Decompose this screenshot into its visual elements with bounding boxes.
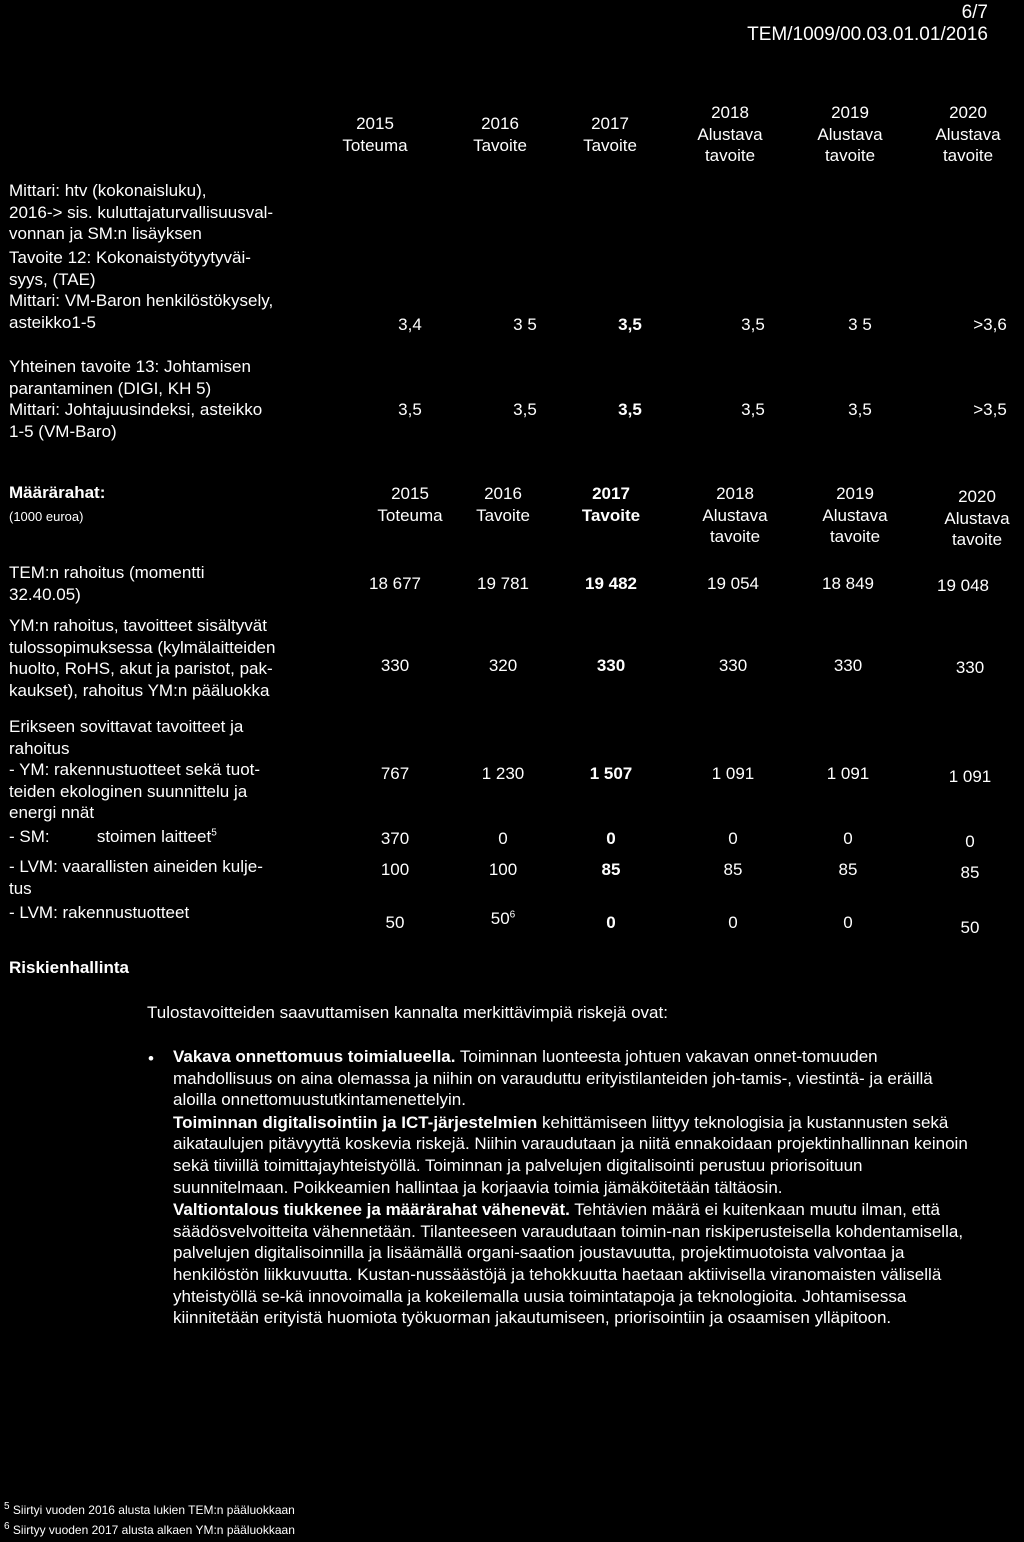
goal12-2019: 3 5 — [848, 315, 872, 334]
goal12-2020: >3,6 — [973, 315, 1007, 334]
sm-2019: 0 — [843, 829, 853, 848]
risk-item-title: Toiminnan digitalisointiin ja ICT-järjestelmien — [173, 1112, 538, 1132]
special-2015: 767 — [380, 764, 410, 783]
risk-item — [173, 1199, 973, 1329]
ym-2017: 330 — [596, 656, 626, 675]
footnote-text: Siirtyy vuoden 2017 alusta alkaen YM:n pääluokkaan — [12, 1523, 295, 1537]
special-2017: 1 507 — [589, 764, 633, 783]
budget-unit: (1000 euroa) — [9, 509, 84, 524]
special-2018: 1 091 — [711, 764, 755, 783]
budget-row-lvm-dangerous-label: - LVM: vaarallisten aineiden kulje- tus — [9, 857, 263, 898]
tem-2017: 19 482 — [585, 574, 637, 593]
goal12-2016: 3 5 — [513, 315, 537, 334]
budget-col-2015: 2015 Toteuma — [377, 484, 443, 525]
goal-row-12-label: Tavoite 12: Kokonaistyötyytyväi- syys, (TAE) Mittari: VM-Baron henkilöstökysely, asteikko1-5 — [9, 248, 274, 332]
risk-section-title: Riskienhallinta — [9, 958, 129, 977]
goal13-2020: >3,5 — [973, 400, 1007, 419]
ym-2016: 320 — [488, 656, 518, 675]
risk-intro: Tulostavoitteiden saavuttamisen kannalta merkittävimpiä riskejä ovat: — [147, 1003, 668, 1022]
ym-2015: 330 — [380, 656, 410, 675]
budget-col-2018: 2018 Alustava tavoite — [702, 484, 768, 546]
goal13-2019: 3,5 — [848, 400, 872, 419]
goal12-2018: 3,5 — [741, 315, 765, 334]
risk-item-text: kehittämiseen liittyy teknologisia ja kustannusten sekä aikataulujen pitävyyttä koskevia riskejä. Niihin varaudutaan ja niitä ennakoidaan projektinhallinnan keinoin sekä tiiviillä toimittajayhteistyöllä. Toiminnan ja palvelujen digitalisointi perustuu priorisoituun suunnitelmaan. Poikkeamien hallintaa ja korjaavia toimia jämäköitetään tältäosin. — [173, 1112, 968, 1197]
risk-item — [173, 1046, 973, 1111]
risk-item-title: Vakava onnettomuus toimialueella. — [173, 1047, 456, 1066]
budget-col-2020: 2020 Alustava tavoite — [944, 487, 1010, 549]
special-2020: 1 091 — [948, 767, 992, 786]
footnote-mark: 5 — [4, 1501, 10, 1512]
tem-2018: 19 054 — [707, 574, 759, 593]
lvm1-2017: 85 — [601, 860, 621, 879]
tem-2020: 19 048 — [937, 576, 989, 595]
sm-2015: 370 — [380, 829, 410, 848]
budget-row-lvm-construction-label: - LVM: rakennustuotteet — [9, 903, 190, 922]
goals-col-2018: 2018 Alustava tavoite — [697, 103, 763, 165]
footnote-6 — [4, 1523, 295, 1537]
risk-item — [173, 1112, 973, 1198]
ym-2018: 330 — [718, 656, 748, 675]
budget-col-2017: 2017 Tavoite — [581, 484, 641, 525]
sm-2017: 0 — [606, 829, 616, 848]
goal13-2015: 3,5 — [398, 400, 422, 419]
lvm1-2018: 85 — [723, 860, 743, 879]
sm-2016: 0 — [498, 829, 508, 848]
page-number: 6/7 — [961, 2, 988, 23]
footnote-5 — [4, 1503, 295, 1517]
budget-row-tem-label: TEM:n rahoitus (momentti 32.40.05) — [9, 563, 205, 604]
lvm2-2015: 50 — [385, 913, 405, 932]
lvm1-2020: 85 — [960, 863, 980, 882]
tem-2019: 18 849 — [822, 574, 874, 593]
risk-list — [173, 1046, 973, 1330]
budget-col-2016: 2016 Tavoite — [476, 484, 530, 525]
lvm1-2016: 100 — [488, 860, 518, 879]
goals-col-2019: 2019 Alustava tavoite — [817, 103, 883, 165]
budget-row-ym-label: YM:n rahoitus, tavoitteet sisältyvät tulossopimuksessa (kylmälaitteiden huolto, RoHS, akut ja paristot, pak- kaukset), rahoitus YM:n pääluokka — [9, 616, 276, 700]
tem-2015: 18 677 — [369, 574, 421, 593]
budget-row-sm-label: - SM: stoimen laitteet$^5$ — [9, 827, 217, 846]
lvm1-2019: 85 — [838, 860, 858, 879]
lvm2-2016: $50^6$ — [490, 909, 516, 928]
bullet-icon: • — [148, 1049, 154, 1068]
goals-col-2017: 2017 Tavoite — [583, 114, 637, 155]
special-2016: 1 230 — [481, 764, 525, 783]
goal12-2017: 3,5 — [618, 315, 642, 334]
footnote-text: Siirtyi vuoden 2016 alusta lukien TEM:n pääluokkaan — [12, 1503, 295, 1517]
lvm2-2018: 0 — [728, 913, 738, 932]
ym-2020: 330 — [955, 658, 985, 677]
goal12-2015: 3,4 — [398, 315, 422, 334]
lvm2-2020: 50 — [960, 918, 980, 937]
budget-row-special-label: Erikseen sovittavat tavoitteet ja rahoitus - YM: rakennustuotteet sekä tuot- teiden ekologinen suunnittelu ja energi nnät — [9, 717, 261, 822]
goal-row-13-label: Yhteinen tavoite 13: Johtamisen parantaminen (DIGI, KH 5) Mittari: Johtajuusindeksi, asteikko 1-5 (VM-Baro) — [9, 357, 263, 441]
budget-title: Määrärahat: — [9, 483, 106, 502]
goals-col-2016: 2016 Tavoite — [473, 114, 527, 155]
goal13-2017: 3,5 — [618, 400, 642, 419]
sm-2020: 0 — [965, 832, 975, 851]
goals-col-2020: 2020 Alustava tavoite — [935, 103, 1001, 165]
goal13-2016: 3,5 — [513, 400, 537, 419]
risk-item-text: Toiminnan luonteesta johtuen vakavan onnet-tomuuden mahdollisuus on aina olemassa ja niihin on varauduttu erityistilanteiden joh-tamis-, viestintä- ja eräillä aloilla onnettomuustutkintamenettelyin. — [173, 1047, 933, 1110]
risk-item-text: Tehtävien määrä ei kuitenkaan muutu ilman, että säädösvelvoitteita vähennetään. Tilanteeseen varaudutaan toimin-nan riskiperusteisella kohdentamisella, palvelujen digitalisoinnilla ja lisäämällä organi-saation joustavuutta, projektimuotoista valvontaa ja henkilöstön liikkuvuutta. Kustan-nussäästöjä ja tehokkuutta haetaan aktiivisella viranomaisten välisellä yhteistyöllä se-kä innovoimalla ja kokeilemalla uusia toimintatapoja ja teknologioita. Johtamisessa kiinnitetään erityistä huomiota työkuorman jakautumiseen, priorisointiin ja osaamisen ylläpitoon. — [173, 1200, 964, 1328]
footnote-ref-5: 5 — [211, 827, 217, 839]
risk-item-title: Valtiontalous tiukkenee ja määrärahat vähenevät. — [173, 1200, 570, 1220]
footnote-ref-6: 6 — [509, 909, 516, 921]
budget-col-2019: 2019 Alustava tavoite — [822, 484, 888, 546]
lvm1-2015: 100 — [380, 860, 410, 879]
sm-2018: 0 — [728, 829, 738, 848]
special-2019: 1 091 — [826, 764, 870, 783]
goals-intro-label: Mittari: htv (kokonaisluku), 2016-> sis. kuluttajaturvallisuusval- vonnan ja SM:n lisäyksen — [9, 181, 274, 243]
tem-2016: 19 781 — [477, 574, 529, 593]
footnote-mark: 6 — [4, 1521, 10, 1532]
goal13-2018: 3,5 — [741, 400, 765, 419]
document-id: TEM/1009/00.03.01.01/2016 — [747, 24, 988, 45]
goals-col-2015: 2015 Toteuma — [342, 114, 408, 155]
lvm2-2019: 0 — [843, 913, 853, 932]
lvm2-2017: 0 — [606, 913, 616, 932]
ym-2019: 330 — [833, 656, 863, 675]
